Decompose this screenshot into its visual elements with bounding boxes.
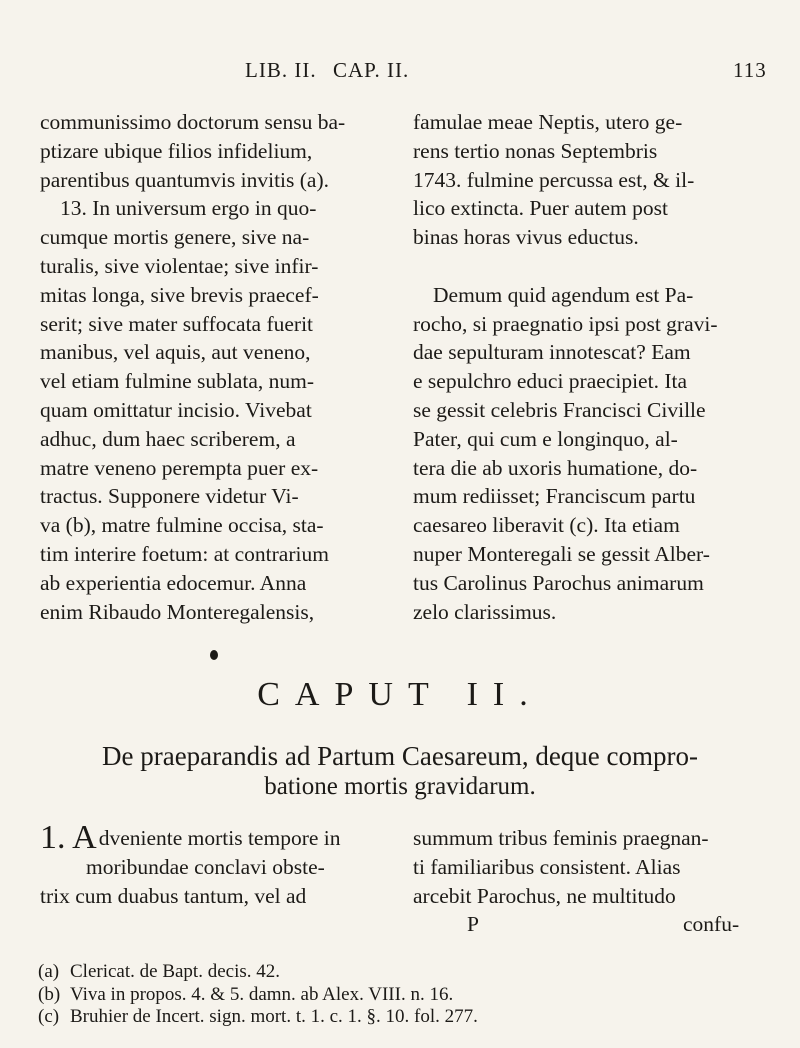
text-line: se gessit celebris Francisci Civille [413, 397, 706, 422]
text-line: quam omittatur incisio. Vivebat [40, 397, 312, 422]
text-line: tera die ab uxoris humatione, do- [413, 455, 698, 480]
section-left-column [40, 819, 390, 910]
footnote-mark: (b) [38, 983, 61, 1005]
text-line: dae sepulturam innotescat? Eam [413, 340, 691, 365]
text-line: ti familiaribus consistent. Alias [413, 854, 681, 879]
text-line: cumque mortis genere, sive na- [40, 225, 310, 250]
blank-line [413, 252, 775, 281]
text-line: tim interire foetum: at contrarium [40, 541, 329, 566]
footnote-text: Clericat. de Bapt. decis. 42. [70, 961, 280, 982]
text-line: matre veneno perempta puer ex- [40, 455, 319, 480]
left-text-column [40, 108, 390, 626]
text-line: 13. In universum ergo in quo- [60, 196, 317, 221]
footnotes [38, 961, 778, 1029]
text-line: ab experientia edocemur. Anna [40, 570, 307, 595]
text-line: zelo clarissimus. [413, 599, 557, 624]
signature-mark: P [467, 912, 479, 937]
footnote-text: Viva in propos. 4. & 5. damn. ab Alex. VIII. n. 16. [70, 983, 454, 1005]
text-line: serit; sive mater suffocata fuerit [40, 311, 314, 336]
text-line: vel etiam fulmine sublata, num- [40, 369, 315, 394]
section-number-dropcap: 1. A [40, 819, 97, 856]
page-number: 113 [733, 58, 767, 82]
right-text-column [413, 108, 775, 626]
text-line: caesareo liberavit (c). Ita etiam [413, 513, 680, 538]
text-line: mum rediisset; Franciscum partu [413, 484, 696, 509]
text-line: tus Carolinus Parochus animarum [413, 570, 704, 595]
chapter-heading: CAPUT II. [257, 676, 543, 713]
text-line [413, 910, 775, 939]
chapter-subtitle-line-2: batione mortis gravidarum. [264, 773, 536, 800]
text-line: rens tertio nonas Septembris [413, 138, 658, 163]
text-line: ptizare ubique filios infidelium, [40, 138, 313, 163]
catchword: confu- [683, 912, 740, 937]
text-line: tractus. Supponere videtur Vi- [40, 484, 299, 509]
text-line: arcebit Parochus, ne multitudo [413, 883, 676, 908]
text-line: moribundae conclavi obste- [86, 854, 325, 879]
text-line: summum tribus feminis praegnan- [413, 826, 709, 850]
header-chapter-label: CAP. II. [333, 58, 410, 82]
text-line: e sepulchro educi praecipiet. Ita [413, 369, 687, 394]
footnote [38, 984, 778, 1007]
text-line: binas horas vivus eductus. [413, 225, 639, 250]
text-line: Pater, qui cum e longinquo, al- [413, 426, 678, 451]
text-line [40, 819, 390, 856]
text-line: lico extincta. Puer autem post [413, 196, 668, 221]
text-line: adhuc, dum haec scriberem, a [40, 426, 296, 451]
section-right-column [413, 824, 775, 939]
chapter-subtitle-line-1: De praeparandis ad Partum Caesareum, deque compro- [101, 741, 699, 771]
text-line: trix cum duabus tantum, vel ad [40, 883, 307, 908]
text-line: communissimo doctorum sensu ba- [40, 110, 346, 134]
text-fragment: dveniente mortis tempore in [98, 826, 341, 850]
text-line: rocho, si praegnatio ipsi post gravi- [413, 311, 718, 336]
footnote [38, 961, 778, 984]
text-line: turalis, sive violentae; sive infir- [40, 253, 319, 278]
footnote-text: Bruhier de Incert. sign. mort. t. 1. c. 1. §. 10. fol. 277. [70, 1006, 478, 1027]
text-line: nuper Monteregali se gessit Alber- [413, 541, 710, 566]
header-book-label: LIB. II. [245, 58, 317, 82]
text-line: va (b), matre fulmine occisa, sta- [40, 513, 324, 538]
ornament-dot [210, 650, 218, 660]
footnote-mark: (c) [38, 1006, 60, 1027]
footnote-mark: (a) [38, 961, 60, 982]
text-line: famulae meae Neptis, utero ge- [413, 110, 683, 134]
footnote [38, 1006, 778, 1029]
text-line: mitas longa, sive brevis praecef- [40, 282, 319, 307]
text-line: 1743. fulmine percussa est, & il- [413, 167, 695, 192]
text-line: Demum quid agendum est Pa- [433, 282, 694, 307]
text-line: parentibus quantumvis invitis (a). [40, 167, 330, 192]
text-line: manibus, vel aquis, aut veneno, [40, 340, 311, 365]
text-line: enim Ribaudo Monteregalensis, [40, 599, 315, 624]
